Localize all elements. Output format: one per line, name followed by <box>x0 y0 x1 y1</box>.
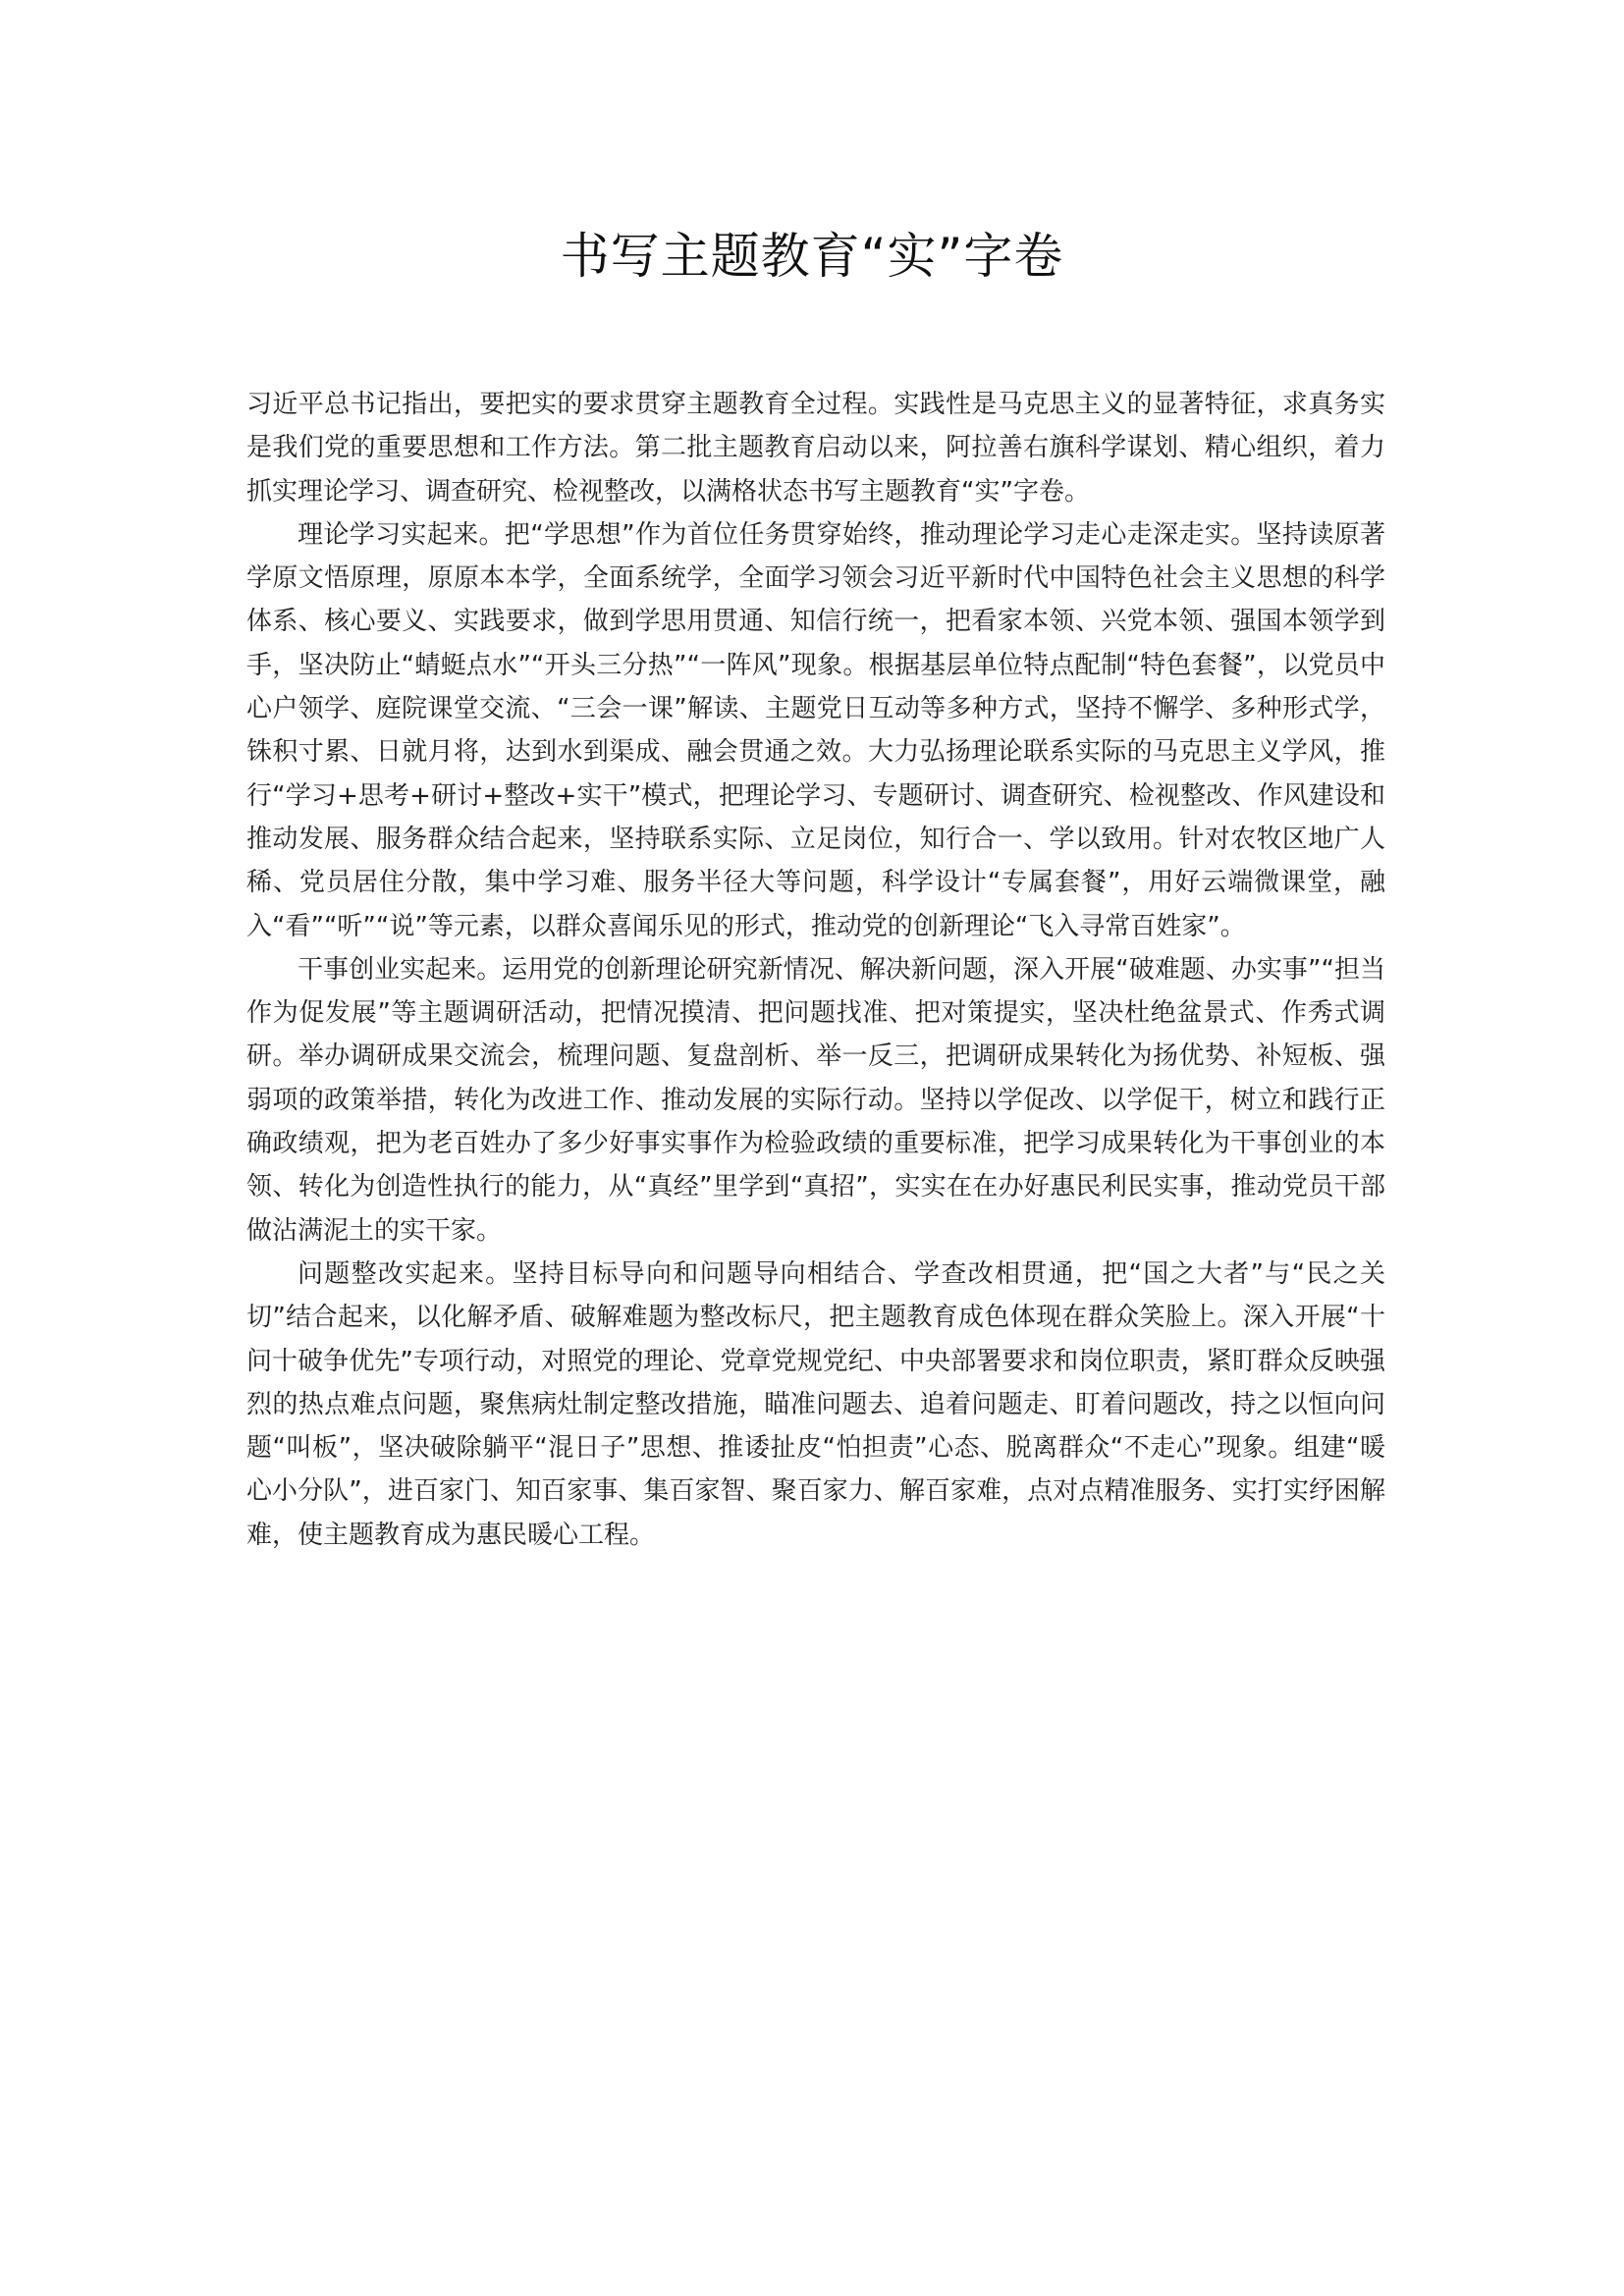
document-title: 书写主题教育“实”字卷 <box>560 228 1064 285</box>
paragraph-theory-study: 理论学习实起来。把“学思想”作为首位任务贯穿始终，推动理论学习走心走深走实。坚持读原著学原文悟原理，原原本本学，全面系统学，全面学习领会习近平新时代中国特色社会主义思想的科学体系、核心要义、实践要求，做到学思用贯通、知信行统一，把看家本领、兴党本领、强国本领学到手，坚决防止“蜻蜓点水”“开头三分热”“一阵风”现象。根据基层单位特点配制“特色套餐”，以党员中心户领学、庭院课堂交流、“三会一课”解读、主题党日互动等多种方式，坚持不懈学、多种形式学，铢积寸累、日就月将，达到水到渠成、融会贯通之效。大力弘扬理论联系实际的马克思主义学风，推行“学习+思考+研讨+整改+实干”模式，把理论学习、专题研讨、调查研究、检视整改、作风建设和推动发展、服务群众结合起来，坚持联系实际、立足岗位，知行合一、学以致用。针对农牧区地广人稀、党员居住分散，集中学习难、服务半径大等问题，科学设计“专属套餐”，用好云端微课堂，融入“看”“听”“说”等元素，以群众喜闻乐见的形式，推动党的创新理论“飞入寻常百姓家”。 <box>246 519 1385 941</box>
paragraph-problem-rectification: 问题整改实起来。坚持目标导向和问题导向相结合、学查改相贯通，把“国之大者”与“民之关切”结合起来，以化解矛盾、破解难题为整改标尺，把主题教育成色体现在群众笑脸上。深入开展“十问十破争优先”专项行动，对照党的理论、党章党规党纪、中央部署要求和岗位职责，紧盯群众反映强烈的热点难点问题，聚焦病灶制定整改措施，瞄准问题去、追着问题走、盯着问题改，持之以恒向问题“叫板”，坚决破除躺平“混日子”思想、推诿扯皮“怕担责”心态、脱离群众“不走心”现象。组建“暖心小分队”，进百家门、知百家事、集百家智、聚百家力、解百家难，点对点精准服务、实打实纾困解难，使主题教育成为惠民暖心工程。 <box>246 1258 1385 1550</box>
paragraph-work-practice: 干事创业实起来。运用党的创新理论研究新情况、解决新问题，深入开展“破难题、办实事”“担当作为促发展”等主题调研活动，把情况摸清、把问题找准、把对策提实，坚决杜绝盆景式、作秀式调研。举办调研成果交流会，梳理问题、复盘剖析、举一反三，把调研成果转化为扬优势、补短板、强弱项的政策举措，转化为改进工作、推动发展的实际行动。坚持以学促改、以学促干，树立和践行正确政绩观，把为老百姓办了多少好事实事作为检验政绩的重要标准，把学习成果转化为干事创业的本领、转化为创造性执行的能力，从“真经”里学到“真招”，实实在在办好惠民利民实事，推动党员干部做沾满泥土的实干家。 <box>246 954 1385 1246</box>
document-body <box>246 383 1385 1557</box>
paragraph-intro: 习近平总书记指出，要把实的要求贯穿主题教育全过程。实践性是马克思主义的显著特征，求真务实是我们党的重要思想和工作方法。第二批主题教育启动以来，阿拉善右旗科学谋划、精心组织，着力抓实理论学习、调查研究、检视整改，以满格状态书写主题教育“实”字卷。 <box>246 390 1385 507</box>
